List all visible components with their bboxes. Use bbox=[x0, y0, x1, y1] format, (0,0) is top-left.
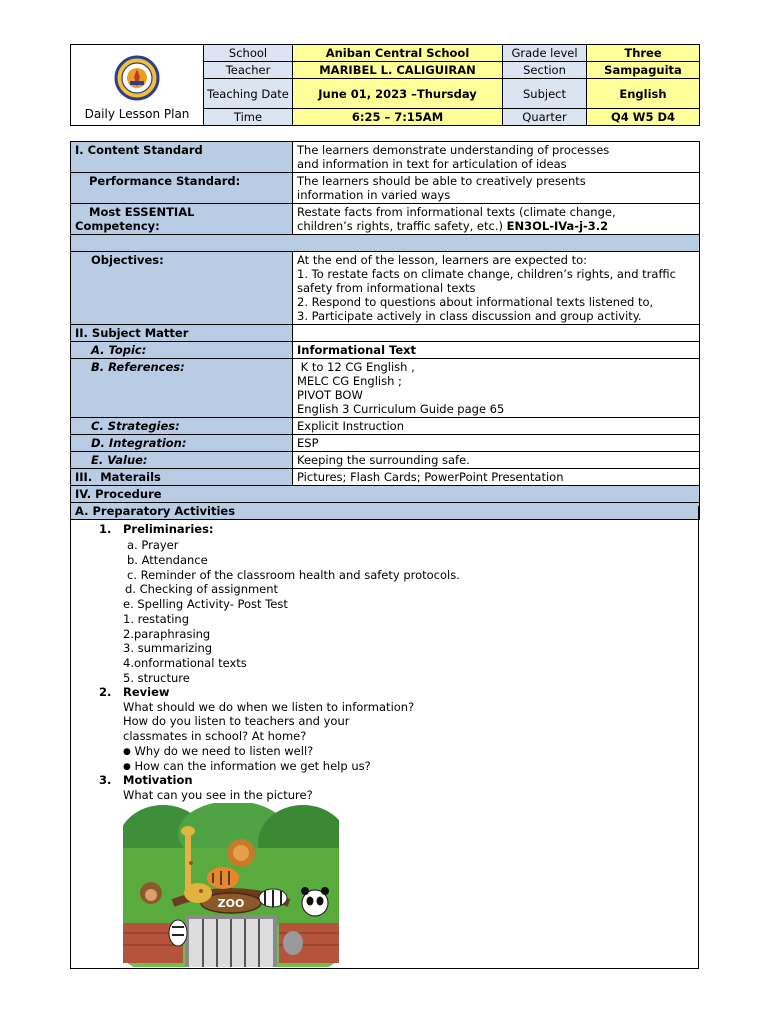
procedure-label: IV. Procedure bbox=[71, 486, 700, 503]
motivation-heading bbox=[99, 773, 193, 787]
topic-value: Informational Text bbox=[293, 342, 700, 359]
essential-line bbox=[297, 219, 695, 233]
doc-title: Daily Lesson Plan bbox=[84, 107, 190, 121]
content-standard-line: The learners demonstrate understanding of processes bbox=[297, 143, 610, 157]
logo-cell bbox=[71, 45, 204, 126]
essential-text: children’s rights, traffic safety, etc.) bbox=[297, 219, 507, 233]
review-bullet-text: How can the information we get help us? bbox=[134, 759, 371, 773]
bullet-icon: ● bbox=[123, 762, 131, 772]
prelim-item: 5. structure bbox=[123, 671, 190, 685]
value-value: Keeping the surrounding safe. bbox=[293, 452, 700, 469]
quarter-value: Q4 W5 D4 bbox=[587, 109, 700, 126]
topic-label: A. Topic: bbox=[71, 342, 293, 359]
review-bullet-text: Why do we need to listen well? bbox=[134, 744, 314, 758]
section-title: Review bbox=[123, 685, 170, 699]
spacer-row bbox=[71, 235, 700, 252]
preliminaries-heading bbox=[99, 522, 214, 536]
value-label: E. Value: bbox=[71, 452, 293, 469]
essential-label-line: Competency: bbox=[75, 219, 160, 233]
integration-label: D. Integration: bbox=[71, 435, 293, 452]
school-label: School bbox=[204, 45, 293, 62]
prelim-item: d. Checking of assignment bbox=[125, 582, 279, 596]
prelim-item: 2.paraphrasing bbox=[123, 627, 211, 641]
date-label: Teaching Date bbox=[204, 79, 293, 109]
motivation-question: What can you see in the picture? bbox=[123, 788, 313, 802]
time-value: 6:25 – 7:15AM bbox=[293, 109, 503, 126]
header-table bbox=[70, 44, 700, 126]
objective-line: At the end of the lesson, learners are expected to: bbox=[297, 253, 588, 267]
zoo-picture bbox=[123, 803, 339, 967]
reference-line: English 3 Curriculum Guide page 65 bbox=[297, 402, 505, 416]
section-value: Sampaguita bbox=[587, 62, 700, 79]
review-line: How do you listen to teachers and your bbox=[123, 714, 350, 728]
materials-value: Pictures; Flash Cards; PowerPoint Presentation bbox=[293, 469, 700, 486]
subject-value: English bbox=[587, 79, 700, 109]
prelim-item: e. Spelling Activity- Post Test bbox=[123, 597, 288, 611]
subject-matter-label: II. Subject Matter bbox=[71, 325, 293, 342]
performance-line: information in varied ways bbox=[297, 188, 451, 202]
teacher-label: Teacher bbox=[204, 62, 293, 79]
review-line: What should we do when we listen to information? bbox=[123, 700, 415, 714]
reference-line: K to 12 CG English , bbox=[297, 360, 415, 374]
essential-competency-text bbox=[293, 204, 700, 235]
essential-line: Restate facts from informational texts (climate change, bbox=[297, 205, 616, 219]
objectives-label: Objectives: bbox=[71, 252, 293, 325]
objective-line: 1. To restate facts on climate change, children’s rights, and traffic bbox=[297, 267, 676, 281]
review-line: classmates in school? At home? bbox=[123, 729, 307, 743]
review-bullet bbox=[123, 744, 313, 758]
section-number: 2. bbox=[99, 685, 112, 699]
teacher-value: MARIBEL L. CALIGUIRAN bbox=[293, 62, 503, 79]
lesson-plan-table bbox=[70, 141, 700, 520]
essential-competency-label bbox=[71, 204, 293, 235]
bullet-icon: ● bbox=[123, 747, 131, 757]
objective-line: safety from informational texts bbox=[297, 281, 476, 295]
objective-line: 2. Respond to questions about informational texts listened to, bbox=[297, 295, 654, 309]
integration-value: ESP bbox=[293, 435, 700, 452]
reference-line: MELC CG English ; bbox=[297, 374, 402, 388]
section-number: 3. bbox=[99, 773, 112, 787]
performance-line: The learners should be able to creatively presents bbox=[297, 174, 586, 188]
review-bullet bbox=[123, 759, 371, 773]
content-standard-text bbox=[293, 142, 700, 173]
strategies-label: C. Strategies: bbox=[71, 418, 293, 435]
section-number: 1. bbox=[99, 522, 112, 536]
quarter-label: Quarter bbox=[503, 109, 587, 126]
prelim-item: a. Prayer bbox=[127, 538, 179, 552]
objectives-text bbox=[293, 252, 700, 325]
objective-line: 3. Participate actively in class discussion and group activity. bbox=[297, 309, 642, 323]
grade-value: Three bbox=[587, 45, 700, 62]
subject-matter-empty bbox=[293, 325, 700, 342]
content-standard-line: and information in text for articulation of ideas bbox=[297, 157, 567, 171]
performance-standard-text bbox=[293, 173, 700, 204]
strategies-value: Explicit Instruction bbox=[293, 418, 700, 435]
prelim-item: 4.onformational texts bbox=[123, 656, 247, 670]
references-text bbox=[293, 359, 700, 418]
materials-label: III. Materails bbox=[71, 469, 293, 486]
school-seal-icon bbox=[106, 55, 168, 101]
performance-standard-label: Performance Standard: bbox=[71, 173, 293, 204]
section-title: Motivation bbox=[123, 773, 193, 787]
content-standard-label: I. Content Standard bbox=[71, 142, 293, 173]
section-label: Section bbox=[503, 62, 587, 79]
references-label: B. References: bbox=[71, 359, 293, 418]
competency-code: EN3OL-IVa-j-3.2 bbox=[506, 219, 609, 233]
date-value: June 01, 2023 –Thursday bbox=[293, 79, 503, 109]
preparatory-label: A. Preparatory Activities bbox=[71, 503, 700, 520]
reference-line: PIVOT BOW bbox=[297, 388, 363, 402]
review-heading bbox=[99, 685, 170, 699]
section-title: Preliminaries: bbox=[123, 522, 214, 536]
essential-label-line: Most ESSENTIAL bbox=[89, 205, 195, 219]
subject-label: Subject bbox=[503, 79, 587, 109]
zoo-sign-text: ZOO bbox=[217, 897, 245, 910]
prelim-item: b. Attendance bbox=[127, 553, 208, 567]
time-label: Time bbox=[204, 109, 293, 126]
grade-label: Grade level bbox=[503, 45, 587, 62]
prelim-item: c. Reminder of the classroom health and safety protocols. bbox=[127, 568, 460, 582]
school-value: Aniban Central School bbox=[293, 45, 503, 62]
prelim-item: 1. restating bbox=[123, 612, 190, 626]
prelim-item: 3. summarizing bbox=[123, 641, 213, 655]
